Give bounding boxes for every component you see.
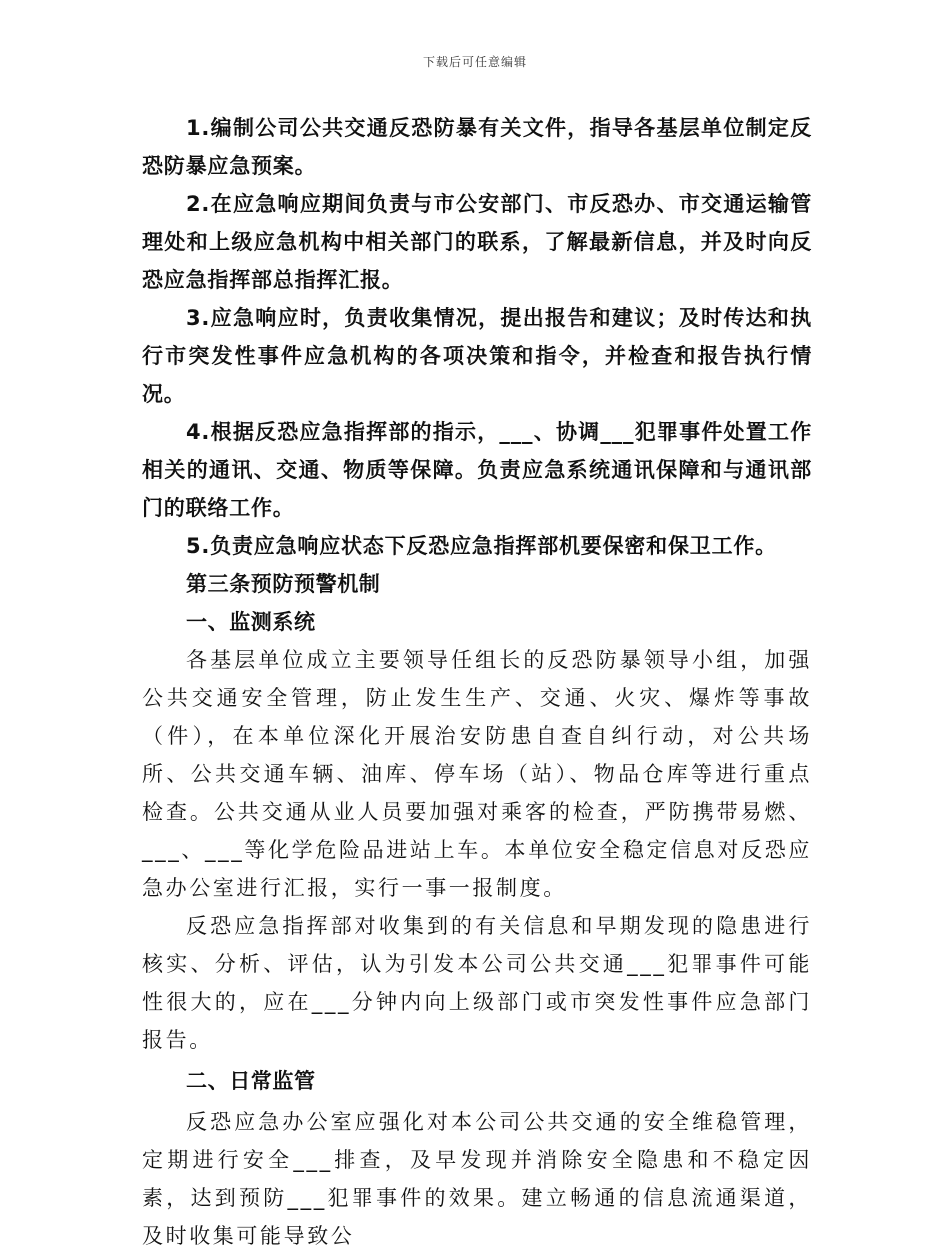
paragraph-item-1: 1.编制公司公共交通反恐防暴有关文件，指导各基层单位制定反恐防暴应急预案。	[142, 116, 812, 178]
paragraph-item-3: 3.应急响应时，负责收集情况，提出报告和建议；及时传达和执行市突发性事件应急机构的各项决策和指令，并检查和报告执行情况。	[142, 306, 812, 406]
page-header: 下载后可任意编辑	[422, 55, 527, 69]
paragraph-monitoring-2: 反恐应急指挥部对收集到的有关信息和早期发现的隐患进行核实、分析、评估，认为引发本公司公共交通___犯罪事件可能性很大的，应在___分钟内向上级部门或市突发性事件应急部门报告。	[142, 914, 812, 1052]
paragraph-daily-supervision: 反恐应急办公室应强化对本公司公共交通的安全维稳管理，定期进行安全___排查，及早发现并消除安全隐患和不稳定因素，达到预防___犯罪事件的效果。建立畅通的信息流通渠道，及时收集可能导致公	[142, 1110, 812, 1248]
paragraph-item-4: 4.根据反恐应急指挥部的指示，___、协调___犯罪事件处置工作相关的通讯、交通、物质等保障。负责应急系统通讯保障和与通讯部门的联络工作。	[142, 420, 812, 520]
paragraph-item-2: 2.在应急响应期间负责与市公安部门、市反恐办、市交通运输管理处和上级应急机构中相关部门的联系，了解最新信息，并及时向反恐应急指挥部总指挥汇报。	[142, 192, 812, 292]
paragraph-monitoring-1: 各基层单位成立主要领导任组长的反恐防暴领导小组，加强公共交通安全管理，防止发生生产、交通、火灾、爆炸等事故（件），在本单位深化开展治安防患自查自纠行动，对公共场所、公共交通车辆、油库、停车场（站）、物品仓库等进行重点检查。公共交通从业人员要加强对乘客的检查，严防携带易燃、___、___等化学危险品进站上车。本单位安全稳定信息对反恐应急办公室进行汇报，实行一事一报制度。	[142, 648, 812, 900]
section-heading-daily-supervision: 二、日常监管	[186, 1069, 316, 1093]
section-heading-monitoring: 一、监测系统	[186, 610, 316, 634]
section-heading-article-3: 第三条预防预警机制	[186, 572, 381, 596]
document-body	[142, 109, 812, 1255]
paragraph-item-5: 5.负责应急响应状态下反恐应急指挥部机要保密和保卫工作。	[186, 534, 777, 558]
